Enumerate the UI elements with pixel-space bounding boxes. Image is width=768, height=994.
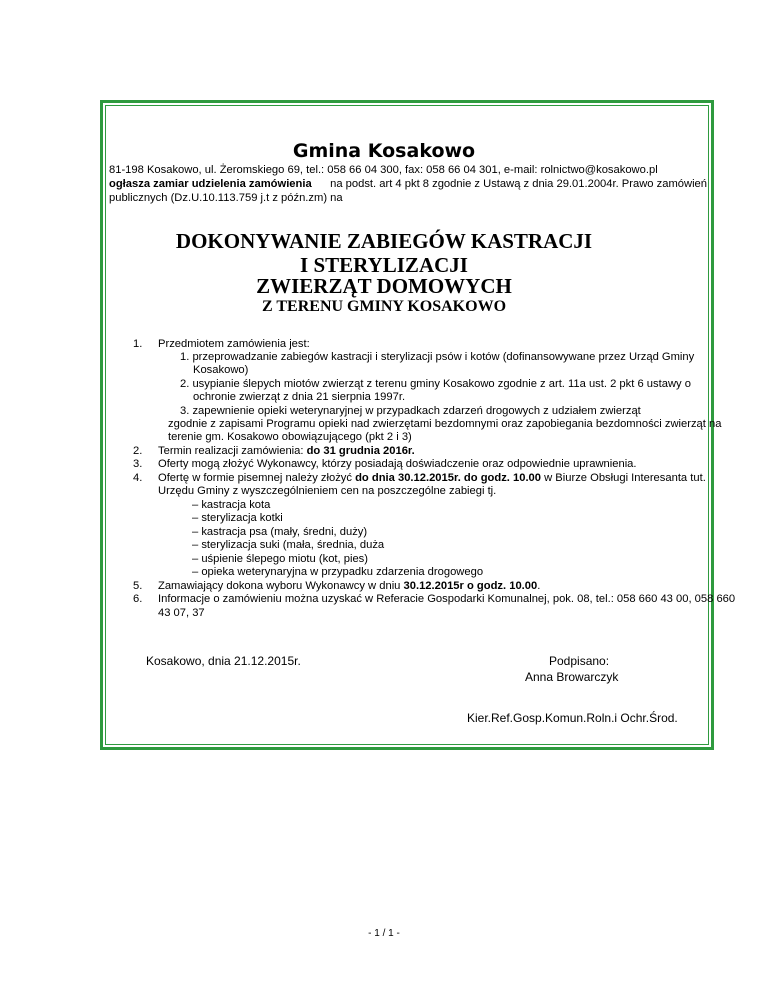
subitem-text: zgodnie z zapisami Programu opieki nad zwierzętami bezdomnymi oraz zapobiegania bezdomności zwierząt na [168,418,722,430]
title-line-1: DOKONYWANIE ZABIEGÓW KASTRACJI [175,229,593,253]
subitem-text: ochronie zwierząt z dnia 21 sierpnia 1997r. [193,391,406,403]
item-number: 3. [133,458,143,470]
subitem-text: 2. usypianie ślepych miotów zwierząt z terenu gminy Kosakowo zgodnie z art. 11a ust. 2 pkt 6 ustawy o [180,378,691,390]
signer-position: Kier.Ref.Gosp.Komun.Roln.i Ochr.Środ. [467,711,678,725]
subitem-text: Kosakowo) [193,364,249,376]
item-text: Urzędu Gminy z wyszczególnieniem cen na poszczególne zabiegi tj. [158,485,497,497]
item-text: Przedmiotem zamówienia jest: [158,338,310,350]
item-number: 2. [133,445,143,457]
price-item: – kastracja kota [192,499,271,511]
notice-line-2: publicznych (Dz.U.10.113.759 j.t z późn.zm) na [109,192,343,204]
title-line-4: Z TERENU GMINY KOSAKOWO [261,298,507,315]
notice-bold: ogłasza zamiar udzielenia zamówienia [109,178,312,190]
item-number: 6. [133,593,143,605]
price-item: – sterylizacja suki (mała, średnia, duża [192,539,385,551]
item-number: 4. [133,472,143,484]
signed-label: Podpisano: [549,654,610,668]
item-text: Oferty mogą złożyć Wykonawcy, którzy posiadają doświadczenie oraz odpowiednie uprawnienia. [158,458,637,470]
item-text: Ofertę w formie pisemnej należy złożyć do dnia 30.12.2015r. do godz. 10.00 w Biurze Obsługi Interesanta tut. [158,472,706,484]
org-title: Gmina Kosakowo [292,140,476,162]
subitem-text: 3. zapewnienie opieki weterynaryjnej w przypadkach zdarzeń drogowych z udziałem zwierząt [180,405,641,417]
price-item: – opieka weterynaryjna w przypadku zdarzenia drogowego [192,566,484,578]
item-text: Termin realizacji zamówienia: do 31 grudnia 2016r. [158,445,415,457]
item-text: 43 07, 37 [158,607,205,619]
title-line-3: ZWIERZĄT DOMOWYCH [256,274,512,298]
item-number: 5. [133,580,143,592]
item-text: Informacje o zamówieniu można uzyskać w Referacie Gospodarki Komunalnej, pok. 08, tel.: 058 660 43 00, 058 660 [158,593,736,605]
notice-line [109,177,707,191]
price-item: – uśpienie ślepego miotu (kot, pies) [192,553,368,565]
subitem-text: 1. przeprowadzanie zabiegów kastracji i sterylizacji psów i kotów (dofinansowywane przez Urząd Gminy [180,351,695,363]
subitem-text: terenie gm. Kosakowo obowiązującego (pkt 2 i 3) [168,431,412,443]
notice-rest: na podst. art 4 pkt 8 zgodnie z Ustawą z dnia 29.01.2004r. Prawo zamówień [330,178,707,190]
address-line: 81-198 Kosakowo, ul. Żeromskiego 69, tel.: 058 66 04 300, fax: 058 66 04 301, e-mail: rolnictwo@kosakowo.pl [109,164,658,176]
title-line-2: I STERYLIZACJI [300,253,468,277]
item-number: 1. [133,338,143,350]
item-text: Zamawiający dokona wyboru Wykonawcy w dniu 30.12.2015r o godz. 10.00. [158,580,541,592]
signer-name: Anna Browarczyk [525,670,619,684]
price-item: – kastracja psa (mały, średni, duży) [192,526,368,538]
place-date: Kosakowo, dnia 21.12.2015r. [146,654,301,668]
page-number: - 1 / 1 - [368,928,400,939]
price-item: – sterylizacja kotki [192,512,283,524]
